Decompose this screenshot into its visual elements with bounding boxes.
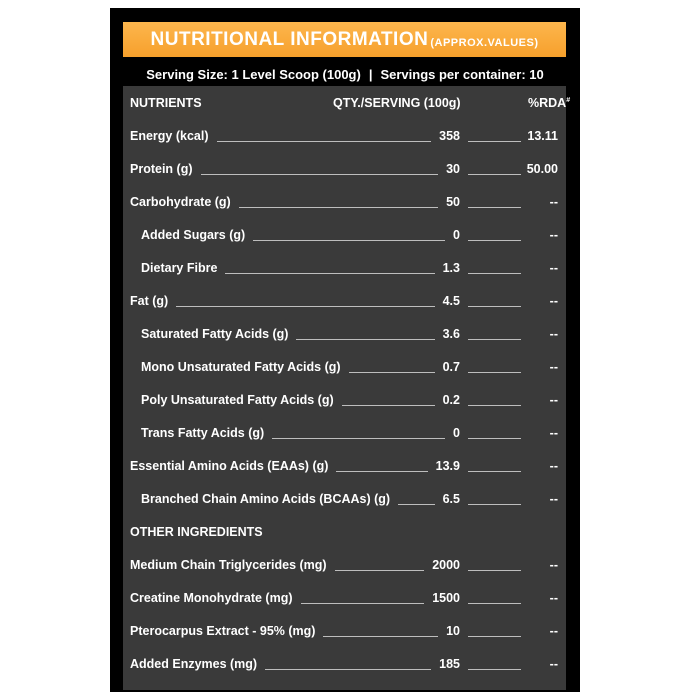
- table-row: [123, 228, 566, 250]
- nutrient-name: Carbohydrate (g): [130, 195, 231, 209]
- nutrient-rda: --: [549, 195, 558, 209]
- leader-line: [265, 669, 431, 670]
- title-bar: [123, 22, 566, 57]
- leader-line-rda: [468, 438, 521, 439]
- leader-line-rda: [468, 141, 521, 142]
- table-row: [123, 492, 566, 514]
- leader-line: [342, 405, 435, 406]
- serving-size: Serving Size: 1 Level Scoop (100g): [146, 67, 361, 82]
- nutrient-qty: 50: [446, 195, 460, 209]
- leader-line-rda: [468, 504, 521, 505]
- column-header-rda: [528, 96, 570, 116]
- nutrient-rda: --: [549, 558, 558, 572]
- leader-line-rda: [468, 669, 521, 670]
- leader-line-rda: [468, 636, 521, 637]
- nutrient-name: Saturated Fatty Acids (g): [141, 327, 289, 341]
- nutrient-name: Poly Unsaturated Fatty Acids (g): [141, 393, 334, 407]
- table-row: [123, 591, 566, 613]
- nutrient-name: Protein (g): [130, 162, 193, 176]
- leader-line-rda: [468, 273, 521, 274]
- nutrient-qty: 0.2: [442, 393, 460, 407]
- leader-line: [301, 603, 424, 604]
- leader-line-rda: [468, 570, 521, 571]
- nutrient-qty: 2000: [432, 558, 460, 572]
- nutrient-name: Trans Fatty Acids (g): [141, 426, 265, 440]
- table-row: [123, 360, 566, 382]
- leader-line-rda: [468, 207, 521, 208]
- nutrient-name: Added Enzymes (mg): [130, 657, 258, 671]
- leader-line: [176, 306, 435, 307]
- column-header-qty: QTY./SERVING (100g): [333, 96, 461, 110]
- nutrient-rda: --: [549, 459, 558, 473]
- nutrient-name: Mono Unsaturated Fatty Acids (g): [141, 360, 341, 374]
- nutrient-name: Added Sugars (g): [141, 228, 246, 242]
- leader-line-rda: [468, 471, 521, 472]
- leader-line-rda: [468, 240, 521, 241]
- nutrient-rda: --: [549, 624, 558, 638]
- serving-info: [110, 62, 580, 88]
- nutrient-rda: --: [549, 591, 558, 605]
- table-row: [123, 624, 566, 646]
- title-main: NUTRITIONAL INFORMATION: [150, 28, 429, 50]
- nutrient-qty: 1.3: [442, 261, 460, 275]
- nutrient-name: Fat (g): [130, 294, 169, 308]
- nutrition-table: [123, 86, 571, 690]
- rda-footnote-mark: #: [566, 96, 571, 104]
- nutrient-qty: 10: [446, 624, 460, 638]
- table-row: [123, 129, 566, 151]
- nutrient-name: Energy (kcal): [130, 129, 209, 143]
- leader-line: [398, 504, 435, 505]
- leader-line: [217, 141, 431, 142]
- leader-line-rda: [468, 174, 521, 175]
- leader-line-rda: [468, 306, 521, 307]
- leader-line-rda: [468, 372, 521, 373]
- leader-line: [253, 240, 445, 241]
- nutrient-qty: 0: [453, 426, 460, 440]
- table-row: [123, 294, 566, 316]
- nutrient-name: Essential Amino Acids (EAAs) (g): [130, 459, 329, 473]
- leader-line: [336, 471, 428, 472]
- leader-line: [272, 438, 445, 439]
- table-row: [123, 327, 566, 349]
- leader-line-rda: [468, 603, 521, 604]
- serving-separator: |: [368, 67, 373, 82]
- other-ingredients-heading: OTHER INGREDIENTS: [130, 525, 263, 539]
- nutrient-rda: --: [549, 327, 558, 341]
- nutrient-qty: 1500: [432, 591, 460, 605]
- leader-line: [323, 636, 438, 637]
- nutrient-qty: 4.5: [442, 294, 460, 308]
- nutrient-rda: --: [549, 360, 558, 374]
- nutrient-qty: 30: [446, 162, 460, 176]
- nutrient-name: Branched Chain Amino Acids (BCAAs) (g): [141, 492, 391, 506]
- nutrient-rda: --: [549, 393, 558, 407]
- table-row: [123, 162, 566, 184]
- nutrient-qty: 6.5: [442, 492, 460, 506]
- nutrient-qty: 358: [439, 129, 460, 143]
- nutrient-name: Medium Chain Triglycerides (mg): [130, 558, 327, 572]
- nutrient-qty: 13.9: [435, 459, 460, 473]
- nutrition-panel: [110, 8, 580, 692]
- nutrient-name: Creatine Monohydrate (mg): [130, 591, 293, 605]
- nutrient-rda: --: [549, 657, 558, 671]
- table-row: [123, 558, 566, 580]
- nutrient-rda: 13.11: [527, 129, 558, 143]
- nutrient-rda: --: [549, 492, 558, 506]
- nutrient-rda: --: [549, 261, 558, 275]
- table-row: [123, 426, 566, 448]
- nutrient-qty: 185: [439, 657, 460, 671]
- leader-line: [296, 339, 435, 340]
- servings-per-container: Servings per container: 10: [380, 67, 544, 82]
- nutrient-qty: 3.6: [442, 327, 460, 341]
- leader-line-rda: [468, 405, 521, 406]
- nutrient-name: Pterocarpus Extract - 95% (mg): [130, 624, 316, 638]
- nutrient-rda: 50.00: [526, 162, 558, 176]
- table-row: [123, 657, 566, 679]
- leader-line-rda: [468, 339, 521, 340]
- table-row: [123, 393, 566, 415]
- leader-line: [335, 570, 424, 571]
- table-row: [123, 459, 566, 481]
- leader-line: [349, 372, 435, 373]
- table-row: [123, 195, 566, 217]
- nutrient-name: Dietary Fibre: [141, 261, 218, 275]
- nutrient-qty: 0.7: [442, 360, 460, 374]
- nutrient-rda: --: [549, 426, 558, 440]
- nutrient-rda: --: [549, 294, 558, 308]
- column-header-nutrients: NUTRIENTS: [130, 96, 202, 110]
- nutrient-qty: 0: [453, 228, 460, 242]
- column-header-rda-label: %RDA: [528, 96, 567, 110]
- leader-line: [201, 174, 438, 175]
- leader-line: [239, 207, 438, 208]
- title-sub: (APPROX.VALUES): [430, 36, 539, 49]
- table-row: [123, 261, 566, 283]
- nutrient-rda: --: [549, 228, 558, 242]
- leader-line: [225, 273, 435, 274]
